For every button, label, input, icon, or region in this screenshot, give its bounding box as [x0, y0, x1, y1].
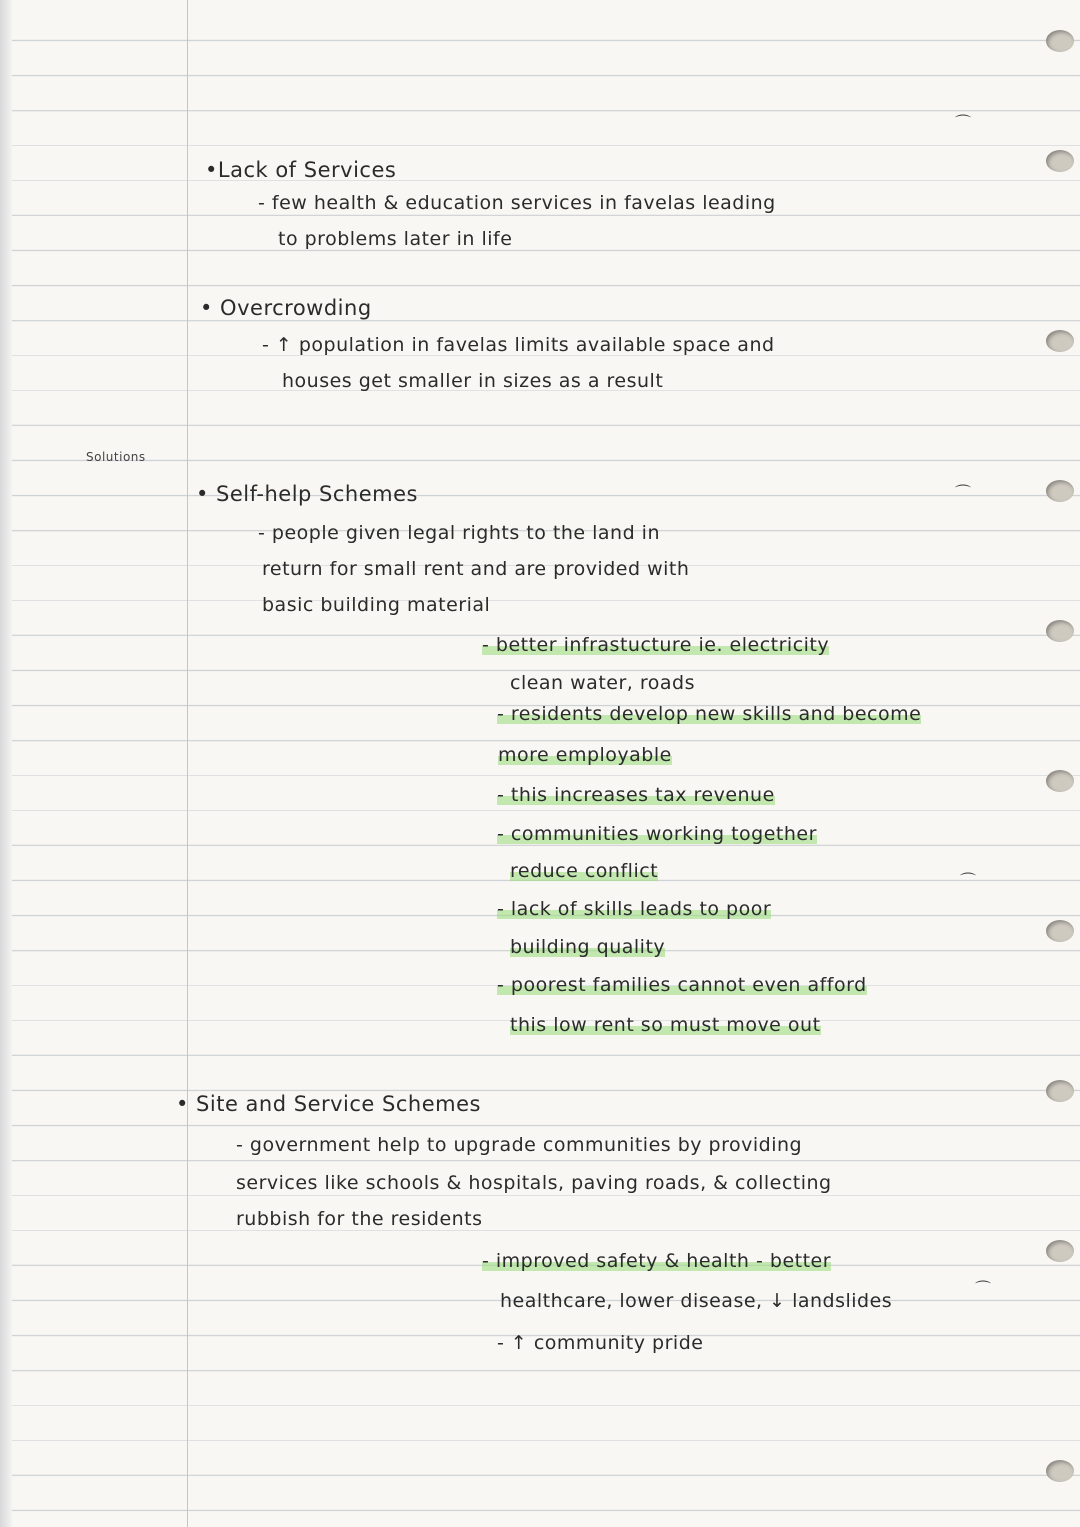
binder-holes	[1020, 0, 1080, 1527]
binder-hole	[1046, 30, 1074, 52]
site-service-description: rubbish for the residents	[236, 1208, 483, 1230]
site-service-description: - government help to upgrade communities by providing	[236, 1134, 803, 1156]
binder-hole	[1046, 770, 1074, 792]
self-help-point: - communities working together	[497, 823, 817, 845]
overcrowding-line: houses get smaller in sizes as a result	[282, 370, 664, 392]
self-help-point: clean water, roads	[510, 672, 695, 694]
check-mark-icon: ⌒	[960, 871, 977, 890]
self-help-point: more employable	[498, 744, 672, 766]
margin-label-solutions: Solutions	[86, 450, 146, 464]
self-help-point: - residents develop new skills and become	[497, 703, 922, 725]
site-service-point: - ↑ community pride	[497, 1332, 704, 1354]
margin-line	[187, 0, 188, 1527]
binder-hole	[1046, 480, 1074, 502]
self-help-point: building quality	[510, 936, 666, 958]
site-service-description: services like schools & hospitals, paving roads, & collecting	[236, 1172, 832, 1194]
self-help-point: - this increases tax revenue	[497, 784, 775, 806]
self-help-heading: • Self-help Schemes	[196, 482, 418, 506]
site-service-heading: • Site and Service Schemes	[176, 1092, 481, 1116]
self-help-description: return for small rent and are provided with	[262, 558, 690, 580]
binder-hole	[1046, 330, 1074, 352]
check-mark-icon: ⌒	[975, 1279, 992, 1298]
self-help-point: - poorest families cannot even afford	[497, 974, 867, 996]
site-service-point: healthcare, lower disease, ↓ landslides	[500, 1290, 893, 1312]
self-help-description: basic building material	[262, 594, 491, 616]
overcrowding-line: - ↑ population in favelas limits available space and	[262, 334, 775, 356]
binder-hole	[1046, 1240, 1074, 1262]
lack-of-services-line: to problems later in life	[278, 228, 513, 250]
site-service-point: - improved safety & health - better	[482, 1250, 832, 1272]
check-mark-icon: ⌒	[955, 483, 972, 502]
overcrowding-heading: • Overcrowding	[200, 296, 372, 320]
check-mark-icon: ⌒	[955, 113, 972, 132]
binder-hole	[1046, 1460, 1074, 1482]
binder-hole	[1046, 620, 1074, 642]
self-help-point: - lack of skills leads to poor	[497, 898, 772, 920]
self-help-point: this low rent so must move out	[510, 1014, 821, 1036]
binder-hole	[1046, 1080, 1074, 1102]
page-left-edge	[0, 0, 12, 1527]
lack-of-services-line: - few health & education services in favelas leading	[258, 192, 776, 214]
binder-hole	[1046, 920, 1074, 942]
self-help-point: reduce conflict	[510, 860, 659, 882]
self-help-description: - people given legal rights to the land in	[258, 522, 660, 544]
lack-of-services-heading: •Lack of Services	[205, 158, 397, 182]
self-help-point: - better infrastucture ie. electricity	[482, 634, 830, 656]
binder-hole	[1046, 150, 1074, 172]
